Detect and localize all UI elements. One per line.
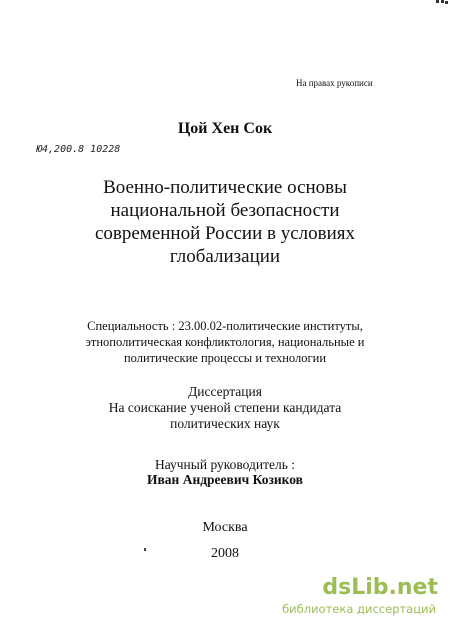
corner-mark [436,0,448,4]
specialty-line: политические процессы и технологии [123,351,327,365]
specialty-block [0,318,450,366]
title-line: глобализации [169,246,281,267]
specialty-line: этнополитическая конфликтология, национальные и [85,335,365,349]
library-stamp: Ю4,200.8 10228 [36,144,121,155]
dissertation-line: политических наук [170,416,280,431]
city: Москва [202,520,248,535]
supervisor-name: Иван Андреевич Козиков [147,472,303,487]
watermark [258,575,448,623]
dissertation-block [0,384,450,432]
author-name: Цой Хен Сок [177,120,273,137]
manuscript-note: На правах рукописи [296,78,373,88]
dissertation-line: На соискание ученой степени кандидата [108,400,342,415]
title-line: национальной безопасности [110,200,340,221]
specialty-line: Специальность : 23.00.02-политические институты, [87,319,363,333]
title-line: современной России в условиях [94,223,356,244]
year: 2008 [211,546,239,561]
watermark-logo: dsLib.net [322,575,438,600]
dissertation-line: Диссертация [188,384,262,399]
supervisor-label: Научный руководитель : [154,457,296,472]
watermark-subtitle: библиотека диссертаций [282,602,436,616]
dissertation-title [0,176,450,268]
title-line: Военно-политические основы [103,177,347,198]
